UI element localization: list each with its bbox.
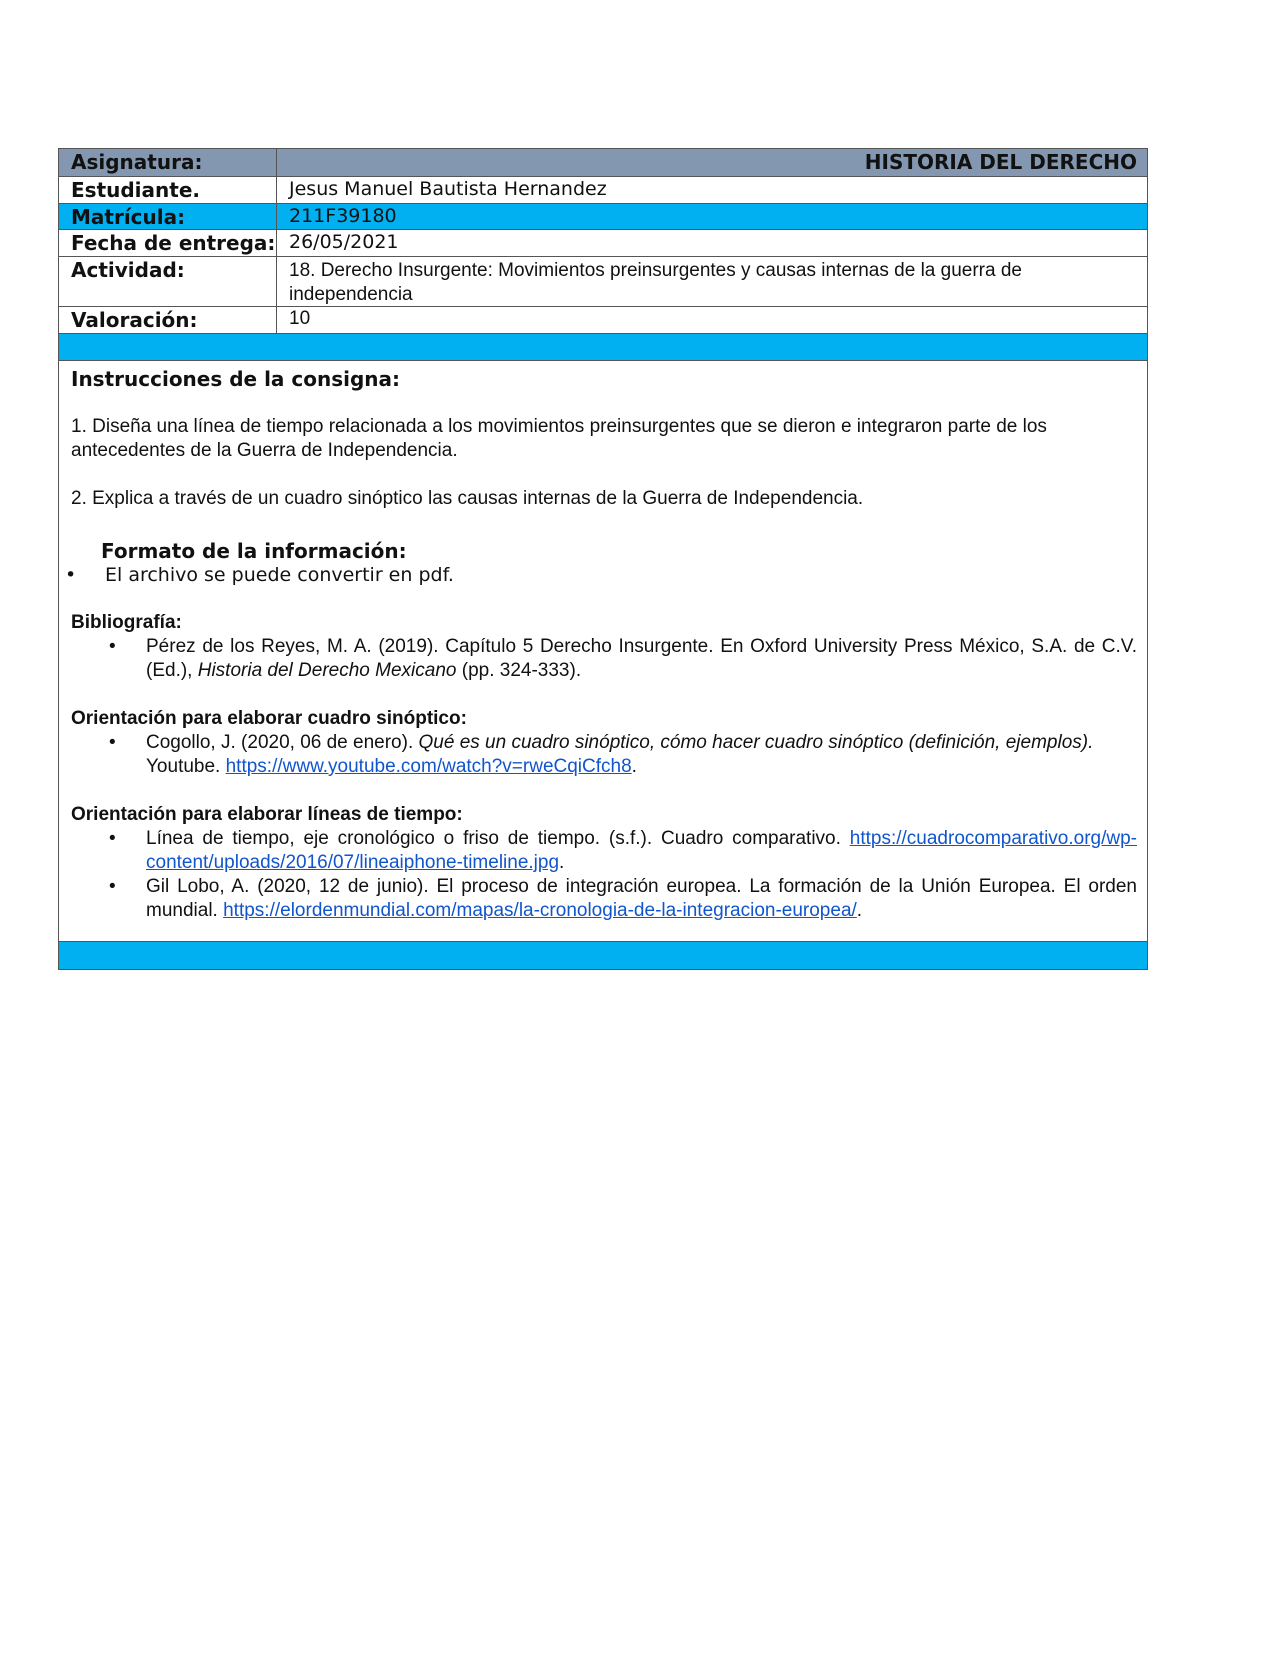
timeline-entry-2-text: Gil Lobo, A. (2020, 12 de junio). El proceso de integración europea. La formación de la Unión Europea. El orden mundial.	[146, 876, 1137, 921]
enrollment-row	[59, 204, 1147, 230]
sinoptico-list	[71, 731, 1137, 779]
bibliography-text: Pérez de los Reyes, M. A. (2019). Capítulo 5 Derecho Insurgente. En Oxford University Press México, S.A. de C.V. (Ed.),	[146, 636, 1137, 681]
activity-label: Actividad:	[59, 257, 277, 306]
due-date-label: Fecha de entrega:	[59, 230, 277, 256]
student-label: Estudiante.	[59, 177, 277, 203]
activity-row	[59, 257, 1147, 307]
score-row	[59, 307, 1147, 334]
instructions-title: Instrucciones de la consigna:	[71, 367, 401, 391]
bibliography-pages: (pp. 324-333).	[461, 660, 582, 681]
score-label: Valoración:	[59, 307, 277, 333]
footer-band	[59, 942, 1147, 969]
due-date-value: 26/05/2021	[289, 231, 399, 253]
list-item: • Gil Lobo, A. (2020, 12 de junio). El proceso de integración europea. La formación de la Unión Europea. El orden mundial. https://elordenmundial.com/mapas/la-cronologia-de-la-integracion-europea/.	[109, 876, 1137, 921]
bullet-icon: •	[109, 828, 116, 849]
bibliography-title: Bibliografía:	[71, 612, 182, 633]
score-value: 10	[289, 308, 311, 329]
instruction-item-2: 2. Explica a través de un cuadro sinóptico las causas internas de la Guerra de Independencia.	[71, 488, 864, 509]
subject-label: Asignatura:	[59, 149, 277, 176]
list-item	[65, 563, 1137, 587]
enrollment-value: 211F39180	[289, 205, 397, 227]
due-date-row	[59, 230, 1147, 257]
subject-value: HISTORIA DEL DERECHO	[864, 150, 1137, 174]
timeline-title: Orientación para elaborar líneas de tiempo:	[71, 804, 463, 825]
timeline-entry-1-text: Línea de tiempo, eje cronológico o friso de tiempo. (s.f.). Cuadro comparativo.	[146, 828, 841, 849]
cuadrocomparativo-link[interactable]: https://cuadrocomparativo.org/wp-content/uploads/2016/07/lineaiphone-timeline.jpg	[146, 828, 1138, 873]
list-item: • Cogollo, J. (2020, 06 de enero). Qué es un cuadro sinóptico, cómo hacer cuadro sinóptico (definición, ejemplos). Youtube. https://www.youtube.com/watch?v=rweCqiCfch8.	[109, 732, 1094, 777]
sinoptico-text: Cogollo, J. (2020, 06 de enero).	[146, 732, 414, 753]
format-title: Formato de la información:	[101, 539, 407, 563]
list-item	[71, 635, 1137, 683]
assignment-sheet	[58, 148, 1148, 970]
bullet-icon: •	[65, 564, 77, 586]
enrollment-label: Matrícula:	[59, 204, 277, 229]
student-value: Jesus Manuel Bautista Hernandez	[289, 178, 607, 200]
bullet-icon: •	[109, 876, 116, 897]
bibliography-list	[71, 635, 1137, 683]
bibliography-book-title: Historia del Derecho Mexicano	[197, 660, 457, 681]
separator-band	[59, 334, 1147, 361]
sinoptico-source: Youtube.	[146, 756, 221, 777]
instructions-section	[59, 361, 1147, 942]
activity-value: 18. Derecho Insurgente: Movimientos preinsurgentes y causas internas de la guerra de independencia	[289, 260, 1022, 305]
sinoptico-title: Orientación para elaborar cuadro sinóptico:	[71, 708, 467, 729]
student-row	[59, 177, 1147, 204]
youtube-link[interactable]: https://www.youtube.com/watch?v=rweCqiCfch8	[225, 756, 632, 777]
format-list	[65, 563, 1137, 587]
format-text: El archivo se puede convertir en pdf.	[105, 564, 454, 586]
timeline-list	[71, 827, 1137, 923]
subject-row	[59, 149, 1147, 177]
sinoptico-video-title: Qué es un cuadro sinóptico, cómo hacer cuadro sinóptico (definición, ejemplos).	[418, 732, 1094, 753]
bullet-icon: •	[109, 732, 116, 753]
list-item: • Línea de tiempo, eje cronológico o friso de tiempo. (s.f.). Cuadro comparativo. https://cuadrocomparativo.org/wp-content/uploads/2016/07/lineaiphone-timeline.jpg.	[109, 828, 1138, 873]
bullet-icon: •	[109, 636, 116, 657]
elordenmundial-link[interactable]: https://elordenmundial.com/mapas/la-cronologia-de-la-integracion-europea/	[223, 900, 857, 921]
instruction-item-1: 1. Diseña una línea de tiempo relacionada a los movimientos preinsurgentes que se dieron e integraron parte de los antecedentes de la Guerra de Independencia.	[71, 416, 1047, 461]
